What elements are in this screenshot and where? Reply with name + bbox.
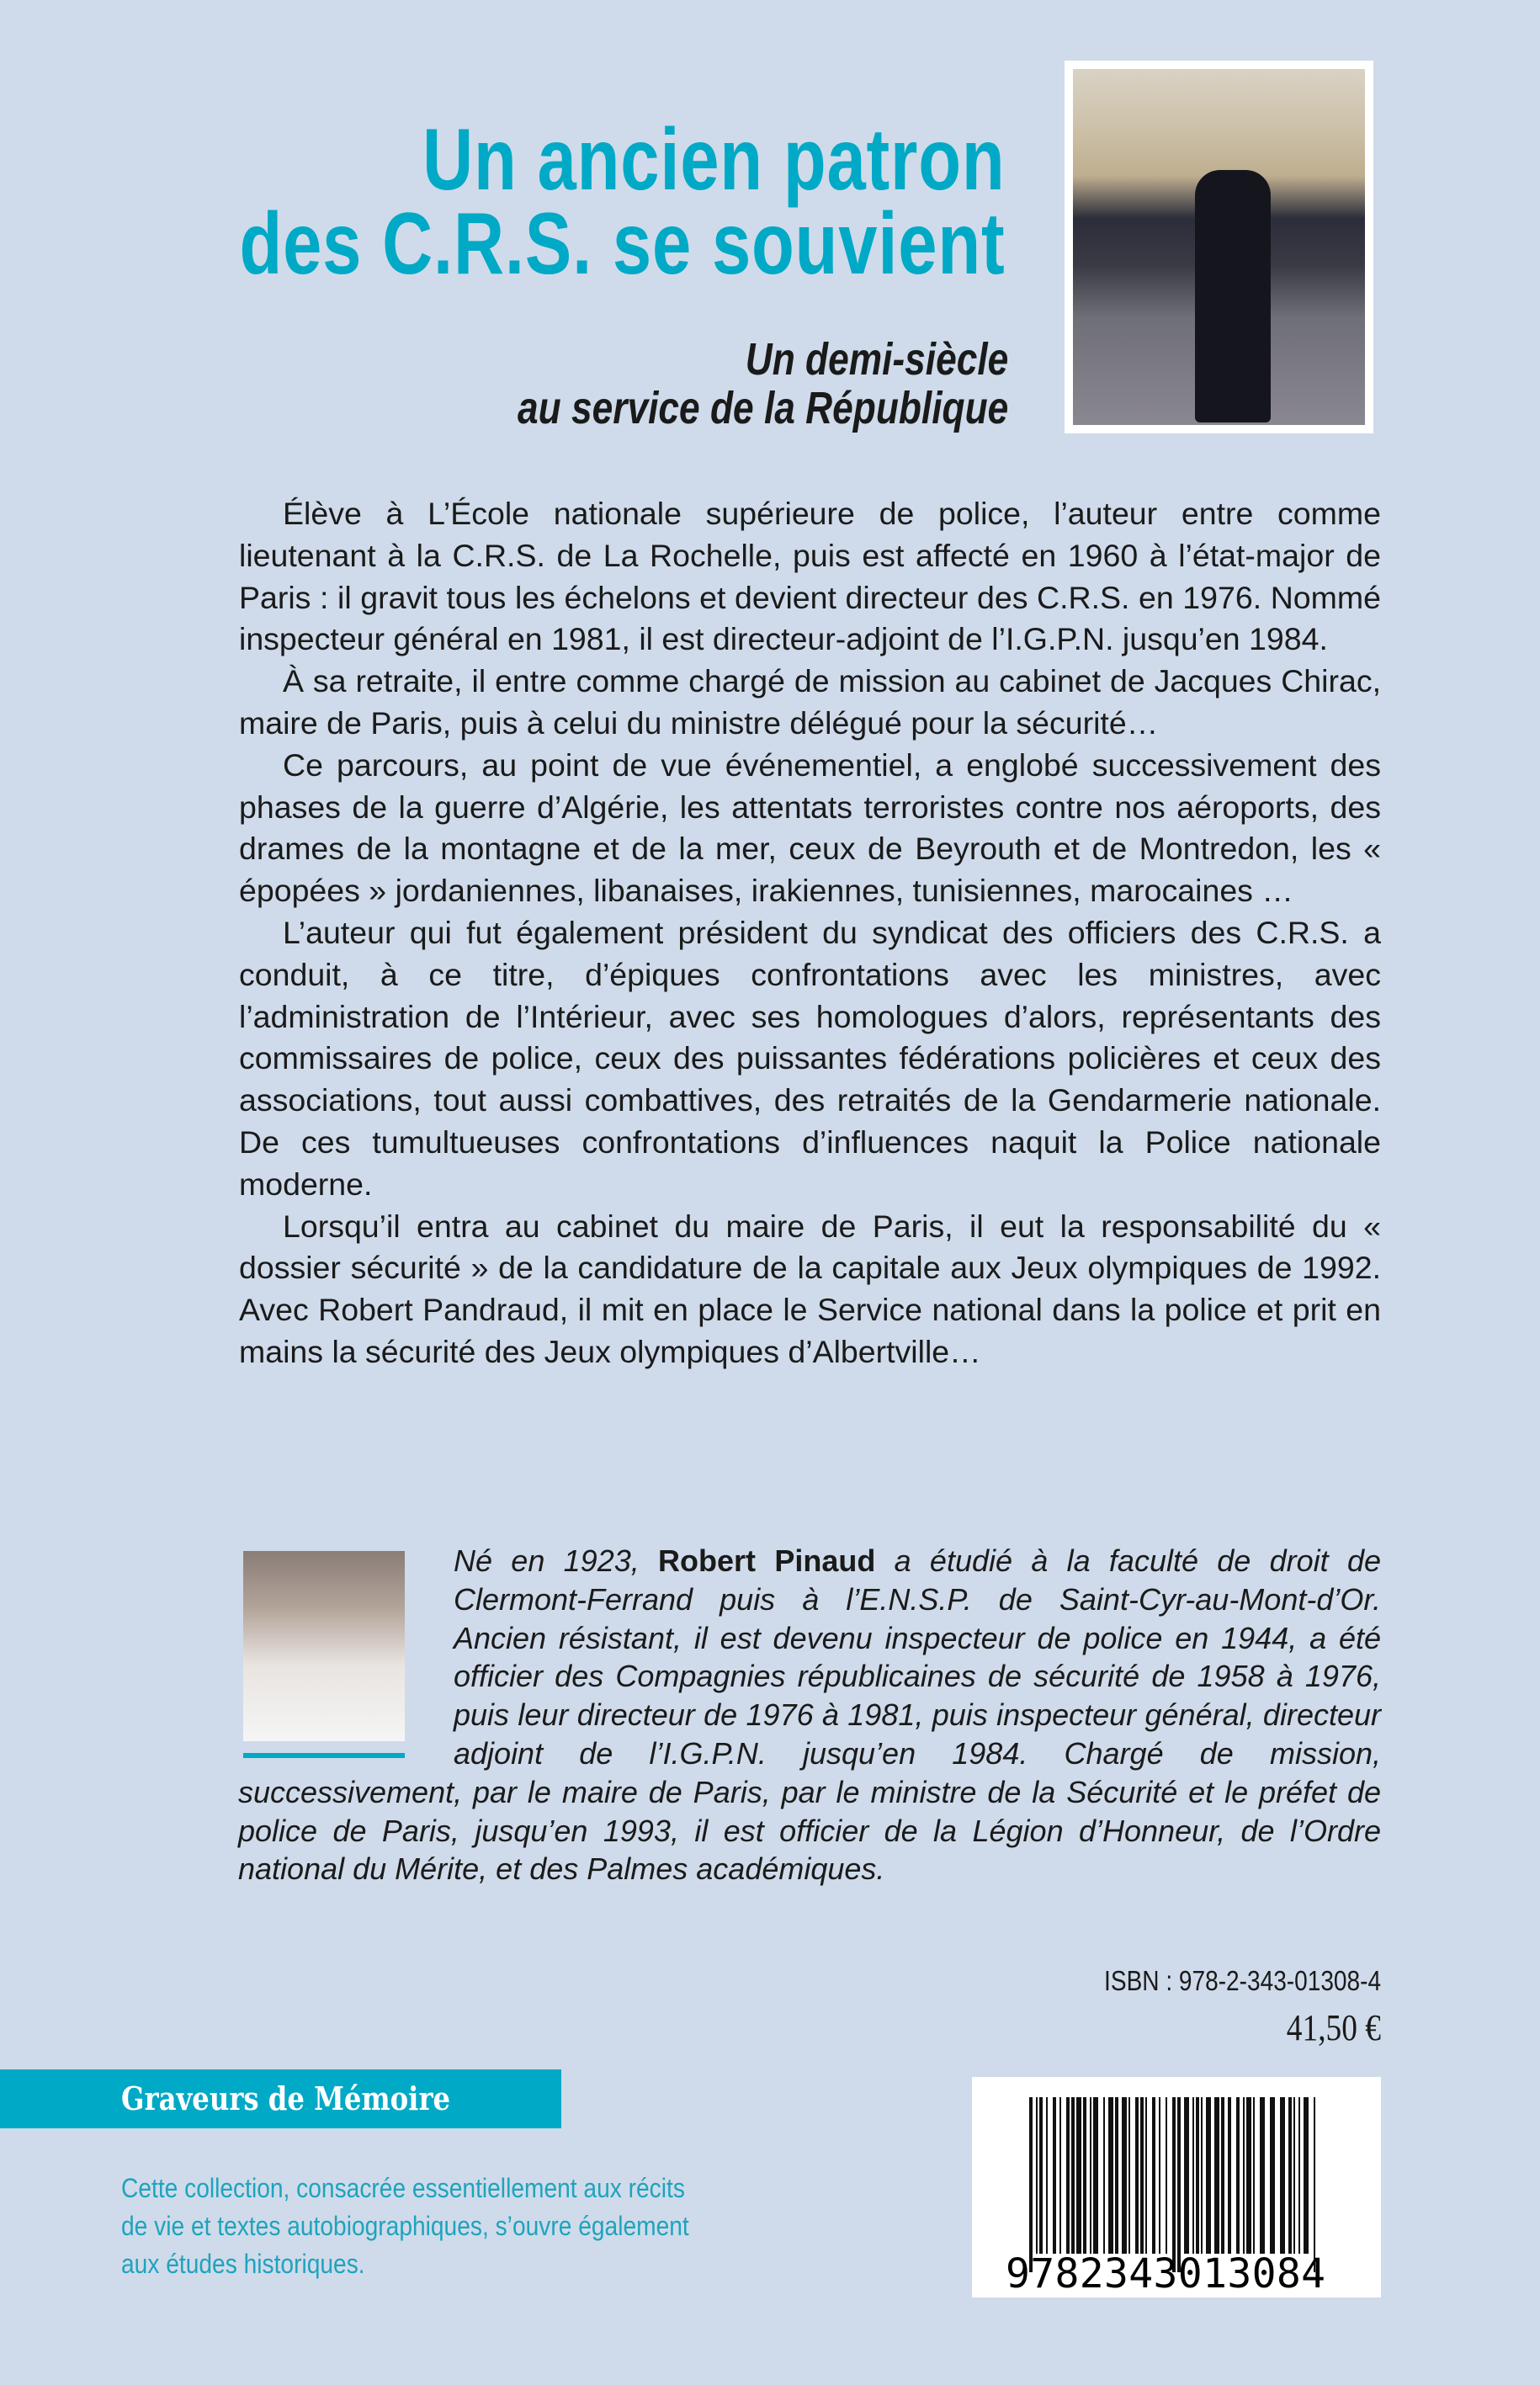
barcode-bar bbox=[1192, 2097, 1194, 2254]
book-subtitle bbox=[518, 335, 1008, 433]
barcode-bar bbox=[1066, 2097, 1070, 2254]
barcode-bar bbox=[1236, 2097, 1240, 2254]
price: 41,50 € bbox=[1286, 2007, 1381, 2048]
barcode-bar bbox=[1115, 2097, 1118, 2254]
barcode-bar bbox=[1298, 2097, 1300, 2254]
cover-photo-parade bbox=[1065, 61, 1373, 433]
barcode-bar bbox=[1246, 2097, 1251, 2254]
barcode-graphic bbox=[972, 2077, 1381, 2297]
barcode-bar bbox=[1103, 2097, 1105, 2254]
barcode bbox=[972, 2077, 1381, 2297]
collection-banner bbox=[0, 2069, 561, 2128]
isbn: ISBN : 978-2-343-01308-4 bbox=[1103, 1965, 1381, 1996]
barcode-bar bbox=[1029, 2097, 1033, 2272]
barcode-bar bbox=[1145, 2097, 1147, 2254]
barcode-bar bbox=[1071, 2097, 1075, 2254]
bio-text: Né en 1923, bbox=[454, 1543, 659, 1578]
barcode-bar bbox=[1206, 2097, 1211, 2254]
barcode-bar bbox=[1314, 2097, 1315, 2272]
barcode-bar bbox=[1152, 2097, 1155, 2254]
barcode-bar bbox=[1039, 2097, 1043, 2254]
barcode-bar bbox=[1046, 2097, 1048, 2254]
barcode-bar bbox=[1135, 2097, 1139, 2254]
barcode-bar bbox=[1036, 2097, 1038, 2254]
blurb-paragraph: Élève à L’École nationale supérieure de police, l’auteur entre comme lieutenant à la C.R.S. de La Rochelle, puis est affecté en 1960 à l’état-major de Paris : il gravit tous les échelons et devient directeur des C.R.S. en 1976. Nommé inspecteur général en 1981, il est directeur-adjoint de l’I.G.P.N. jusqu’en 1984. bbox=[239, 496, 1381, 657]
author-name: Robert Pinaud bbox=[658, 1543, 876, 1578]
barcode-bar bbox=[1059, 2097, 1061, 2254]
barcode-bar bbox=[1083, 2097, 1086, 2254]
collection-description bbox=[121, 2170, 689, 2283]
barcode-bar bbox=[1243, 2097, 1245, 2254]
barcode-bar bbox=[1108, 2097, 1113, 2254]
barcode-bar bbox=[1196, 2097, 1199, 2254]
back-cover-blurb bbox=[239, 493, 1381, 1373]
title-line-2: des C.R.S. se souvient bbox=[239, 195, 1005, 293]
barcode-bar bbox=[1228, 2097, 1231, 2254]
barcode-bar bbox=[1128, 2097, 1130, 2254]
barcode-bar bbox=[1122, 2097, 1127, 2254]
blurb-paragraph: Ce parcours, au point de vue événementiel, a englobé successivement des phases de la guerre d’Algérie, les attentats terroristes contre nos aéroports, des drames de la montagne et de la mer, ceux de Beyrouth et de Montredon, les « épopées » jordaniennes, libanaises, irakiennes, tunisiennes, marocaines … bbox=[239, 746, 1381, 909]
barcode-bar bbox=[1221, 2097, 1224, 2254]
barcode-bar bbox=[1280, 2097, 1285, 2254]
blurb-paragraph: L’auteur qui fut également président du syndicat des officiers des C.R.S. a conduit, à ce titre, d’épiques confrontations avec les ministres, avec l’administration de l’Intérieur, avec ses homologues d’alors, représentants des commissaires de police, ceux des puissantes fédérations policières et ceux des associations, tout aussi combattives, des retraités de la Gendarmerie nationale. De ces tumultueuses confrontations d’influences naquit la Police nationale moderne. bbox=[239, 914, 1381, 1202]
barcode-bar bbox=[1260, 2097, 1265, 2254]
collection-line: aux études historiques. bbox=[121, 2249, 365, 2279]
barcode-bar bbox=[1093, 2097, 1098, 2254]
book-title bbox=[239, 111, 1005, 293]
barcode-digits: 9782343013084 bbox=[1006, 2250, 1325, 2297]
barcode-bar bbox=[1270, 2097, 1275, 2254]
barcode-bar bbox=[1159, 2097, 1160, 2254]
barcode-bar bbox=[1166, 2097, 1167, 2254]
barcode-bar bbox=[1293, 2097, 1295, 2254]
barcode-bar bbox=[1253, 2097, 1255, 2254]
barcode-bar bbox=[1177, 2097, 1181, 2272]
collection-line: de vie et textes autobiographiques, s’ouvre également bbox=[121, 2211, 689, 2241]
bio-text: a étudié à la faculté de droit de Clermont-Ferrand puis à l’E.N.S.P. de Saint-Cyr-au-Mont-d’Or. Ancien résistant, il est devenu inspecteur de police en 1944, a été officier des Compagnies républicaines de sécurité de 1958 à 1976, puis leur directeur de 1976 à 1981, puis inspecteur général, directeur adjoint de l’I.G.P.N. jusqu’en 1984. Chargé de mission, successivement, par le maire de Paris, par le ministre de la Sécurité et le préfet de police de Paris, jusqu’en 1993, il est officier de la Légion d’Honneur, de l’Ordre national du Mérite, et des Palmes académiques. bbox=[238, 1543, 1381, 1887]
title-line-1: Un ancien patron bbox=[422, 111, 1005, 209]
blurb-paragraph: Lorsqu’il entra au cabinet du maire de Paris, il eut la responsabilité du « dossier sécurité » de la candidature de la capitale aux Jeux olympiques de 1992. Avec Robert Pandraud, il mit en place le Service national dans la police et prit en mains la sécurité des Jeux olympiques d’Albertville… bbox=[239, 1208, 1381, 1369]
barcode-bar bbox=[1053, 2097, 1056, 2254]
barcode-bar bbox=[1076, 2097, 1081, 2254]
subtitle-line-2: au service de la République bbox=[517, 383, 1008, 433]
barcode-bar bbox=[1090, 2097, 1091, 2254]
barcode-bar bbox=[1304, 2097, 1309, 2254]
blurb-paragraph: À sa retraite, il entre comme chargé de mission au cabinet de Jacques Chirac, maire de Paris, puis à celui du ministre délégué pour la sécurité… bbox=[239, 663, 1381, 741]
author-bio bbox=[238, 1542, 1381, 1888]
barcode-bar bbox=[1201, 2097, 1203, 2254]
collection-line: Cette collection, consacrée essentiellement aux récits bbox=[121, 2173, 685, 2203]
collection-name: Graveurs de Mémoire bbox=[121, 2080, 451, 2117]
barcode-bar bbox=[1172, 2097, 1176, 2272]
barcode-bar bbox=[1140, 2097, 1144, 2254]
barcode-bar bbox=[1184, 2097, 1189, 2254]
subtitle-line-1: Un demi-siècle bbox=[745, 334, 1008, 385]
barcode-bar bbox=[1214, 2097, 1219, 2254]
barcode-bar bbox=[1288, 2097, 1292, 2254]
